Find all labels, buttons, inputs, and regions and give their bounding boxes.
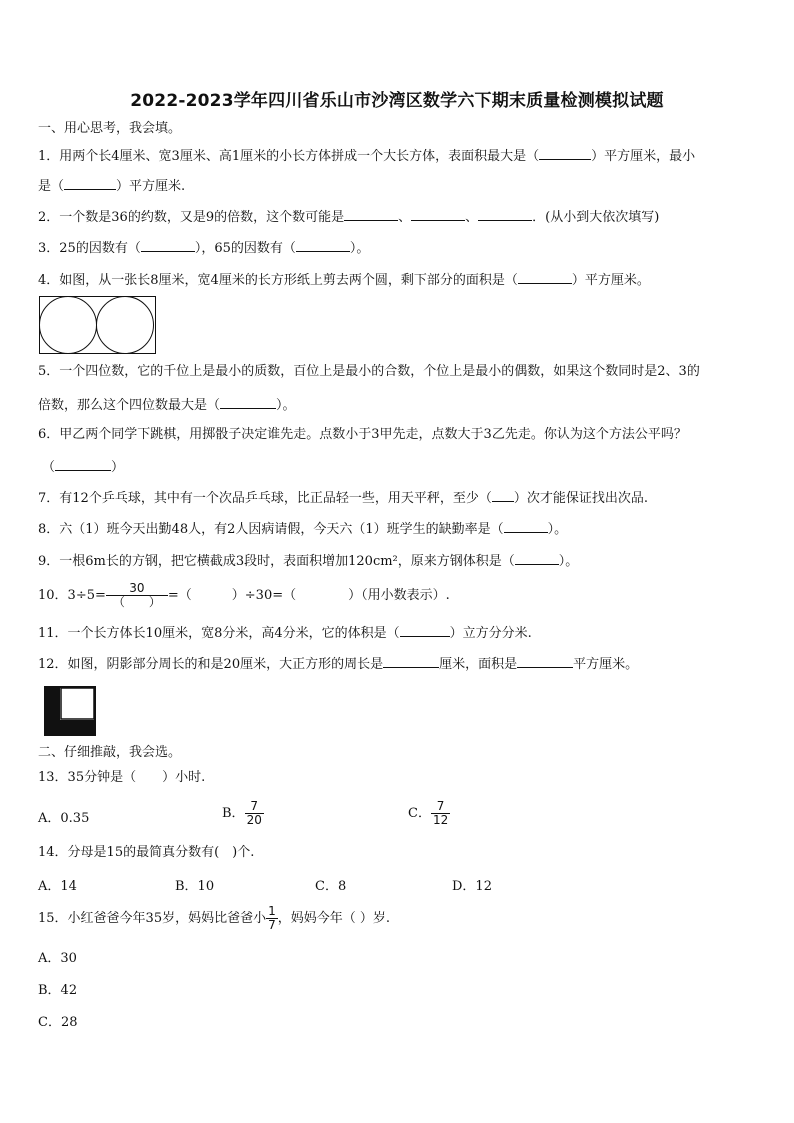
question-7	[38, 489, 648, 507]
question-1-line-1	[38, 147, 695, 165]
option-a[interactable]: A．30	[38, 951, 77, 966]
question-1-text-d: ）平方厘米.	[116, 179, 186, 194]
shaded-strip-bottom	[60, 720, 94, 734]
fraction	[106, 582, 168, 609]
answer-blank[interactable]	[220, 396, 276, 409]
answer-blank[interactable]	[411, 208, 465, 221]
question-2-note: ．(从小到大依次填写)	[532, 210, 660, 225]
option-a[interactable]: A．14	[38, 879, 77, 894]
question-1-text-b: ）平方厘米，最小	[591, 149, 696, 164]
question-1-text-a: 1．用两个长4厘米、宽3厘米、高1厘米的小长方体拼成一个大长方体，表面积最大是（	[38, 149, 540, 164]
question-5-text-b: 倍数，那么这个四位数最大是（	[38, 398, 221, 413]
answer-blank[interactable]	[141, 239, 195, 252]
question-8	[38, 520, 567, 538]
question-12-text-b: 厘米，面积是	[439, 657, 518, 672]
fraction-denominator: 12	[432, 813, 449, 827]
question-9-text-a: 9．一根6m长的方钢，把它横截成3段时，表面积增加120cm²，原来方钢体积是（	[38, 554, 515, 569]
option-b[interactable]	[222, 796, 264, 832]
fraction-numerator: 30	[129, 581, 145, 595]
question-15-text-b: ，妈妈今年（ ）岁.	[277, 911, 390, 926]
question-10-text-b: =（	[167, 588, 192, 603]
question-13-stem: 13．35分钟是（ ）小时.	[38, 770, 206, 785]
fraction-denominator: 7	[268, 918, 276, 932]
question-12-text-c: 平方厘米。	[573, 657, 639, 672]
answer-blank[interactable]	[517, 655, 573, 668]
answer-blank[interactable]	[296, 239, 350, 252]
question-9-text-b: ）。	[558, 554, 579, 569]
option-c[interactable]	[408, 796, 450, 832]
question-10-text-a: 10．3÷5=	[38, 588, 106, 603]
question-12	[38, 655, 638, 673]
question-4-text-a: 4．如图，从一张长8厘米，宽4厘米的长方形纸上剪去两个圆，剩下部分的面积是（	[38, 273, 518, 288]
question-4	[38, 271, 650, 289]
question-3	[38, 239, 369, 257]
answer-blank[interactable]	[539, 147, 591, 160]
question-1-line-2	[38, 177, 185, 195]
question-14-stem: 14．分母是15的最简真分数有( )个.	[38, 845, 255, 860]
question-2-text: 2．一个数是36的约数，又是9的倍数，这个数可能是	[38, 210, 345, 225]
shaded-strip-left	[46, 688, 60, 734]
inner-white-square	[61, 688, 94, 719]
question-8-text-a: 8．六（1）班今天出勤48人，有2人因病请假，今天六（1）班学生的缺勤率是（	[38, 522, 504, 537]
fraction	[266, 905, 278, 932]
option-a[interactable]: A．0.35	[38, 811, 90, 826]
question-7-text-b: ）次才能保证找出次品.	[513, 491, 648, 506]
fraction-denominator: （ ）	[112, 595, 161, 609]
question-1-text-c: 是（	[38, 179, 65, 194]
fraction-numerator: 7	[250, 799, 259, 813]
fraction-numerator: 7	[436, 799, 445, 813]
question-10-text-c: ）÷30=（	[231, 588, 297, 603]
option-label: C．	[408, 806, 431, 821]
answer-blank[interactable]	[383, 655, 439, 668]
question-5-text-c: ）。	[276, 398, 296, 413]
answer-blank[interactable]	[515, 552, 559, 565]
question-10	[38, 582, 450, 609]
option-b[interactable]: B．10	[175, 879, 215, 894]
question-11-text-a: 11．一个长方体长10厘米，宽8分米，高4分米，它的体积是（	[38, 626, 400, 641]
question-5-line-2	[38, 396, 296, 414]
question-6-text-b: （	[42, 460, 56, 475]
fraction	[431, 800, 450, 827]
question-5-line-1: 5．一个四位数，它的千位上是最小的质数，百位上是最小的合数，个位上是最小的偶数，如果这个数同时是2、3的	[38, 364, 700, 379]
option-b[interactable]: B．42	[38, 983, 78, 998]
rectangle-two-circles-figure	[39, 296, 156, 354]
fraction	[245, 800, 264, 827]
answer-blank[interactable]	[518, 271, 572, 284]
fraction-numerator: 1	[268, 904, 276, 918]
question-6-line-2	[42, 458, 124, 476]
option-c[interactable]: C．28	[38, 1015, 78, 1030]
answer-blank[interactable]	[400, 624, 450, 637]
question-11-text-b: ）立方分分米.	[449, 626, 532, 641]
question-15-stem	[38, 902, 390, 936]
question-10-text-d: ）（用小数表示）.	[348, 588, 450, 603]
option-label: B．	[222, 806, 245, 821]
question-15-text-a: 15．小红爸爸今年35岁，妈妈比爸爸小	[38, 911, 267, 926]
question-4-text-b: ）平方厘米。	[571, 273, 650, 288]
page-title: 2022-2023学年四川省乐山市沙湾区数学六下期末质量检测模拟试题	[130, 91, 664, 111]
question-12-text-a: 12．如图，阴影部分周长的和是20厘米，大正方形的周长是	[38, 657, 384, 672]
question-8-text-b: ）。	[547, 522, 568, 537]
question-3-text-c: ）。	[349, 241, 370, 256]
question-9	[38, 552, 578, 570]
option-c[interactable]: C．8	[315, 879, 347, 894]
question-6-line-1: 6．甲乙两个同学下跳棋，用掷骰子决定谁先走。点数小于3甲先走，点数大于3乙先走。你认为这个方法公平吗？	[38, 427, 687, 442]
answer-blank[interactable]	[492, 489, 514, 502]
question-11	[38, 624, 532, 642]
answer-blank[interactable]	[504, 520, 548, 533]
question-3-text-a: 3．25的因数有（	[38, 241, 141, 256]
option-d[interactable]: D．12	[452, 879, 492, 894]
question-2	[38, 208, 659, 226]
question-3-text-b: ），65的因数有（	[194, 241, 296, 256]
shaded-square-drawing	[46, 688, 94, 734]
circle-shape	[96, 296, 154, 354]
question-6-text-c: ）	[111, 460, 125, 475]
fraction-denominator: 20	[246, 813, 262, 827]
question-7-text-a: 7．有12个乒乓球，其中有一个次品乒乓球，比正品轻一些，用天平秤，至少（	[38, 491, 492, 506]
answer-blank[interactable]	[64, 177, 116, 190]
separator: 、	[465, 210, 479, 225]
separator: 、	[398, 210, 412, 225]
section-heading-2: 二、仔细推敲，我会选。	[38, 745, 182, 760]
answer-blank[interactable]	[478, 208, 532, 221]
section-heading-1: 一、用心思考，我会填。	[38, 121, 182, 136]
answer-blank[interactable]	[344, 208, 398, 221]
answer-blank[interactable]	[55, 458, 111, 471]
circle-shape	[39, 296, 97, 354]
shaded-square-figure	[44, 686, 96, 736]
